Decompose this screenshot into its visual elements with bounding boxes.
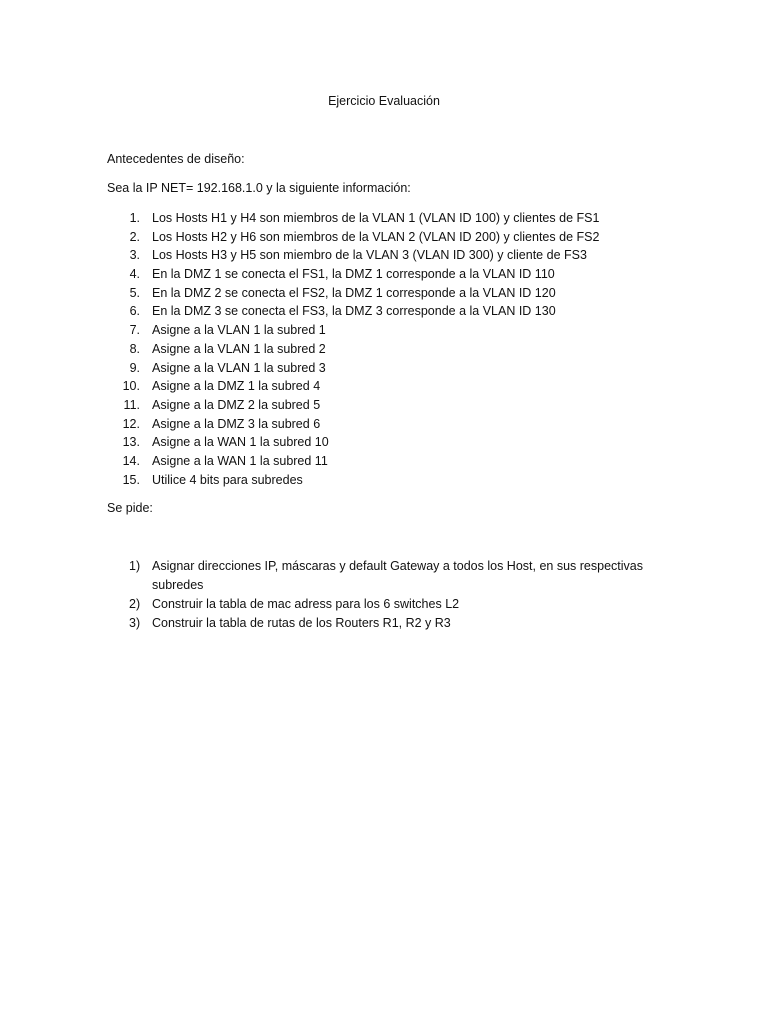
heading-se-pide: Se pide:	[107, 501, 153, 515]
heading-antecedentes: Antecedentes de diseño:	[107, 152, 245, 166]
list-item	[107, 302, 667, 321]
item-number: 5.	[129, 285, 140, 300]
item-number: 1.	[129, 211, 140, 225]
item-number: 14.	[122, 453, 140, 468]
item-text: En la DMZ 1 se conecta el FS1, la DMZ 1 corresponde a la VLAN ID 110	[152, 267, 555, 282]
task-text: Construir la tabla de mac adress para los 6 switches L2	[152, 597, 460, 611]
item-text: Asigne a la DMZ 2 la subred 5	[152, 397, 321, 412]
tasks-list	[107, 557, 667, 633]
item-text: Los Hosts H2 y H6 son miembros de la VLAN 2 (VLAN ID 200) y clientes de FS2	[152, 229, 600, 244]
item-number: 7.	[129, 323, 140, 338]
item-text: En la DMZ 3 se conecta el FS3, la DMZ 3 corresponde a la VLAN ID 130	[152, 304, 556, 319]
item-text: Asigne a la DMZ 1 la subred 4	[152, 379, 321, 394]
list-item	[107, 595, 667, 614]
item-number: 2.	[129, 229, 140, 244]
item-number: 10.	[122, 379, 140, 394]
item-text: Asigne a la DMZ 3 la subred 6	[152, 416, 321, 431]
list-item	[107, 340, 667, 359]
list-item	[107, 321, 667, 340]
item-number: 15.	[122, 472, 140, 487]
list-item	[107, 471, 667, 490]
item-number: 9.	[129, 360, 140, 375]
list-item	[107, 452, 667, 471]
list-item	[107, 415, 667, 434]
list-item	[107, 284, 667, 303]
list-item	[107, 246, 667, 265]
list-item	[107, 209, 667, 228]
list-item	[107, 557, 667, 595]
list-item	[107, 359, 667, 378]
list-item	[107, 433, 667, 452]
item-number: 12.	[122, 416, 140, 431]
task-number: 2)	[129, 597, 141, 611]
item-number: 6.	[129, 304, 140, 319]
item-text: Asigne a la VLAN 1 la subred 1	[152, 323, 326, 338]
item-text: Asigne a la VLAN 1 la subred 3	[152, 360, 326, 375]
item-text: Utilice 4 bits para subredes	[152, 472, 303, 487]
item-number: 11.	[123, 397, 140, 412]
list-item	[107, 614, 667, 633]
intro-paragraph: Sea la IP NET= 192.168.1.0 y la siguiente información:	[107, 181, 411, 195]
task-number: 3)	[129, 616, 141, 630]
item-text: Asigne a la WAN 1 la subred 11	[152, 453, 328, 468]
item-text: Asigne a la WAN 1 la subred 10	[152, 435, 329, 450]
list-item	[107, 396, 667, 415]
item-number: 8.	[129, 341, 140, 356]
list-item	[107, 265, 667, 284]
item-text: Los Hosts H1 y H4 son miembros de la VLAN 1 (VLAN ID 100) y clientes de FS1	[152, 211, 600, 225]
list-item	[107, 377, 667, 396]
requirements-list	[107, 209, 667, 489]
item-number: 13.	[122, 435, 140, 450]
document-title: Ejercicio Evaluación	[328, 94, 440, 108]
item-text: En la DMZ 2 se conecta el FS2, la DMZ 1 corresponde a la VLAN ID 120	[152, 285, 556, 300]
item-text: Los Hosts H3 y H5 son miembro de la VLAN 3 (VLAN ID 300) y cliente de FS3	[152, 248, 587, 263]
task-number: 1)	[129, 559, 141, 573]
list-item	[107, 228, 667, 247]
task-text: Asignar direcciones IP, máscaras y default Gateway a todos los Host, en sus respectivas subredes	[152, 559, 643, 592]
item-text: Asigne a la VLAN 1 la subred 2	[152, 341, 326, 356]
item-number: 4.	[129, 267, 140, 282]
item-number: 3.	[129, 248, 140, 263]
task-text: Construir la tabla de rutas de los Routers R1, R2 y R3	[152, 616, 451, 630]
